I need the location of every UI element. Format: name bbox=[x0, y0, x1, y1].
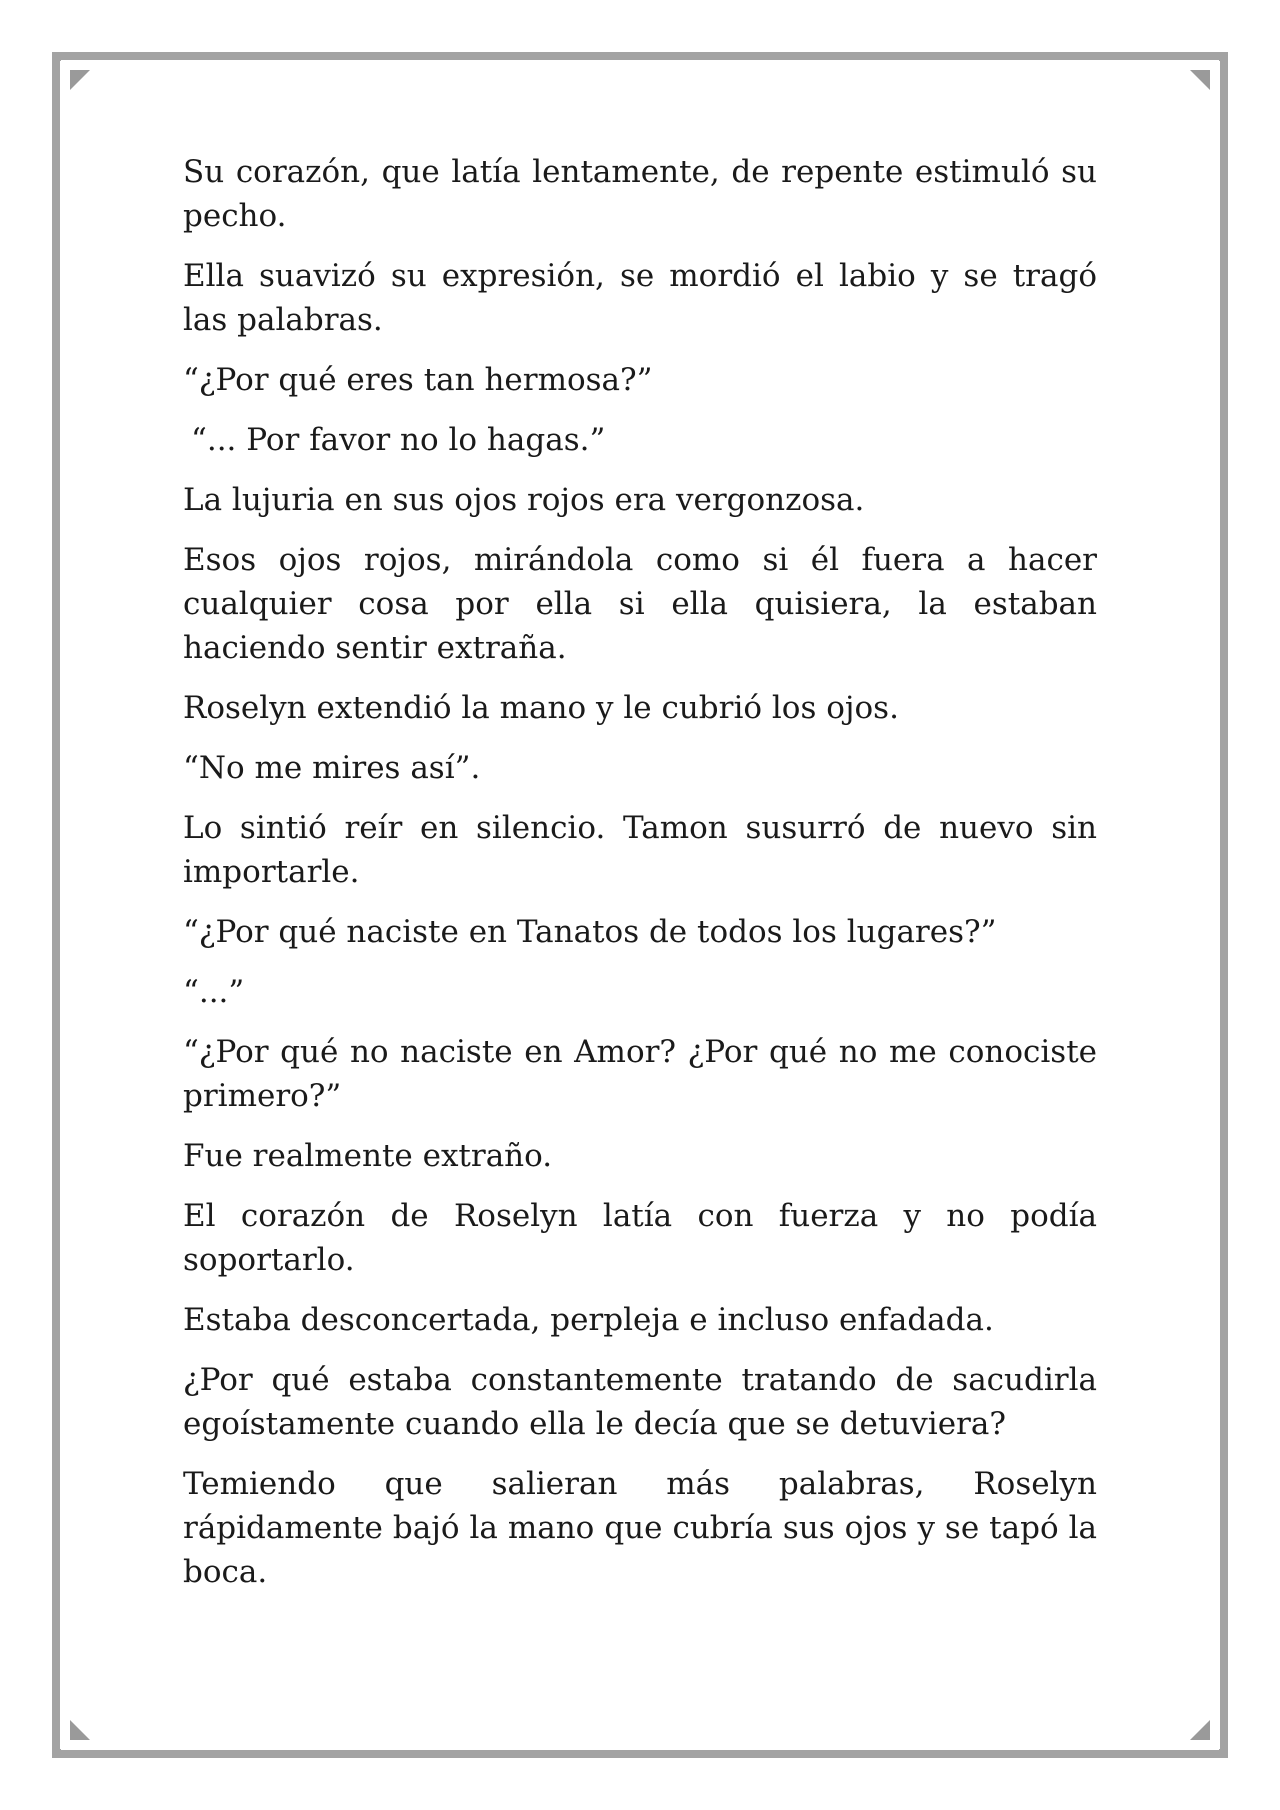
paragraph: “No me mires así”. bbox=[183, 750, 481, 786]
corner-triangle-bottom-left bbox=[70, 1720, 90, 1740]
paragraph: ¿Por qué estaba constantemente tratando de sacudirla egoístamente cuando ella le decía que se detuviera? bbox=[183, 1362, 1097, 1442]
paragraph: Fue realmente extraño. bbox=[183, 1138, 553, 1174]
paragraph: Roselyn extendió la mano y le cubrió los ojos. bbox=[183, 690, 899, 726]
paragraph: Ella suavizó su expresión, se mordió el labio y se tragó las palabras. bbox=[183, 258, 1097, 338]
paragraph: Su corazón, que latía lentamente, de repente estimuló su pecho. bbox=[183, 154, 1097, 234]
paragraph: Estaba desconcertada, perpleja e incluso enfadada. bbox=[183, 1302, 994, 1338]
page-content bbox=[183, 150, 1097, 1610]
paragraph: “... Por favor no lo hagas.” bbox=[191, 422, 606, 458]
paragraph: “¿Por qué naciste en Tanatos de todos los lugares?” bbox=[183, 914, 997, 950]
paragraph: “¿Por qué eres tan hermosa?” bbox=[183, 362, 653, 398]
paragraph: Temiendo que salieran más palabras, Roselyn rápidamente bajó la mano que cubría sus ojos y se tapó la boca. bbox=[183, 1466, 1097, 1590]
corner-triangle-bottom-right bbox=[1190, 1720, 1210, 1740]
paragraph: Lo sintió reír en silencio. Tamon susurró de nuevo sin importarle. bbox=[183, 810, 1097, 890]
paragraph: “¿Por qué no naciste en Amor? ¿Por qué no me conociste primero?” bbox=[183, 1034, 1097, 1114]
paragraph: La lujuria en sus ojos rojos era vergonzosa. bbox=[183, 482, 865, 518]
corner-ornament-bottom-right bbox=[1219, 1749, 1228, 1758]
paragraph: Esos ojos rojos, mirándola como si él fuera a hacer cualquier cosa por ella si ella quisiera, la estaban haciendo sentir extraña. bbox=[183, 542, 1097, 666]
paragraph: “...” bbox=[183, 974, 245, 1010]
corner-ornament-top-right bbox=[1219, 52, 1228, 61]
paragraph: El corazón de Roselyn latía con fuerza y no podía soportarlo. bbox=[183, 1198, 1097, 1278]
corner-triangle-top-left bbox=[70, 70, 90, 90]
corner-ornament-top-left bbox=[52, 52, 61, 61]
corner-triangle-top-right bbox=[1190, 70, 1210, 90]
corner-ornament-bottom-left bbox=[52, 1749, 61, 1758]
